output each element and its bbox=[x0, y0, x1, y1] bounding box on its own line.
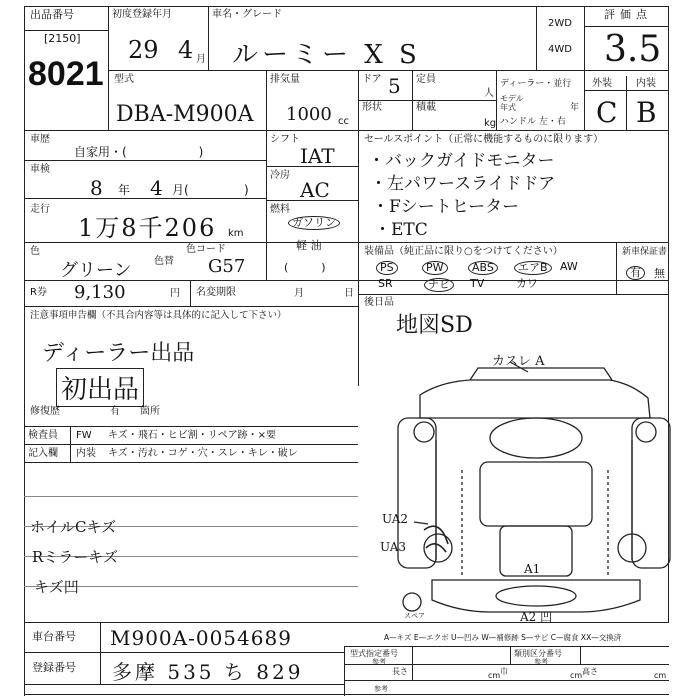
chassis-value: M900A-0054689 bbox=[110, 626, 292, 650]
color-value: グリーン bbox=[60, 260, 132, 281]
equipment-label: 装備品（純正品に限り○をつけてください） bbox=[364, 246, 563, 257]
mileage-label: 走行 bbox=[30, 204, 50, 215]
model-year-label: モデル年式 bbox=[500, 94, 524, 112]
dealer-label: ディーラー・並行 bbox=[500, 79, 572, 89]
class-num-ref: 参考 bbox=[534, 658, 548, 666]
handwritten-note: ホイルCキズ bbox=[30, 518, 117, 536]
score-label: 評価点 bbox=[604, 8, 652, 21]
year-unit: 年 bbox=[570, 103, 580, 113]
diagram-side-label-1: UA2 bbox=[382, 512, 409, 526]
disp-unit: cc bbox=[338, 116, 349, 127]
name-label: 車名・グレード bbox=[212, 9, 282, 20]
warranty-yes: 有 bbox=[626, 266, 645, 280]
chassis-label: 車台番号 bbox=[32, 630, 76, 643]
inspector-row1-area: FW bbox=[76, 430, 92, 441]
ref-label-bottom: 参考 bbox=[374, 685, 388, 693]
length-unit: cm bbox=[488, 671, 501, 680]
equipment-item: PS bbox=[376, 261, 398, 275]
score-value: 3.5 bbox=[604, 29, 662, 70]
diagram-top-label: カスレ A bbox=[492, 354, 545, 369]
inspector-label-2: 記入欄 bbox=[28, 448, 58, 459]
shape-label: 形状 bbox=[362, 102, 382, 113]
drive-4wd: 4WD bbox=[548, 44, 572, 55]
disp-label: 排気量 bbox=[270, 74, 300, 85]
month-unit: 月 bbox=[196, 54, 206, 65]
history-label: 車歴 bbox=[30, 134, 50, 145]
notes-label: 注意事項申告欄（不具合内容等は具体的に記入して下さい） bbox=[30, 310, 287, 321]
ac-label: 冷房 bbox=[270, 170, 290, 181]
notes-line1: ディーラー出品 bbox=[42, 341, 195, 366]
equipment-item: ABS bbox=[468, 261, 498, 275]
fuel-gasoline: ガソリン bbox=[288, 216, 340, 230]
first-reg-year: 29 bbox=[128, 36, 159, 64]
aftermarket-value: 地図SD bbox=[396, 313, 473, 338]
exterior-label: 外装 bbox=[592, 78, 612, 89]
first-reg-label: 初度登録年月 bbox=[112, 9, 172, 20]
spare-label: スペア bbox=[404, 612, 425, 620]
diagram-bottom-label: A2 凹 bbox=[520, 610, 553, 624]
expiry-day-unit: 日 bbox=[344, 288, 354, 299]
lot-sub: [2150] bbox=[44, 32, 81, 45]
model-spec-label: 型式指定番号 bbox=[350, 649, 398, 658]
width-label: 巾 bbox=[500, 667, 508, 676]
sales-point-item: ・バックガイドモニター bbox=[368, 151, 555, 171]
inspection-label: 車検 bbox=[30, 164, 50, 175]
equipment-item: ナビ bbox=[424, 278, 454, 292]
sales-point-item: ・Fシートヒーター bbox=[372, 197, 520, 217]
equipment-item: PW bbox=[422, 261, 448, 275]
inspection-month-unit: 月( bbox=[172, 183, 189, 197]
sales-points-label: セールスポイント（正常に機能するものに限ります） bbox=[364, 134, 604, 145]
handle-label: ハンドル 左・右 bbox=[500, 117, 566, 127]
shift-value: IAT bbox=[300, 144, 335, 168]
recycle-label: R券 bbox=[30, 287, 47, 298]
diagram-center-label: A1 bbox=[524, 562, 541, 576]
width-unit: cm bbox=[570, 671, 583, 680]
inspector-row2-area: 内装 bbox=[76, 448, 96, 459]
fuel-diesel: 軽 油 bbox=[296, 239, 322, 252]
repair-label: 修復歴 bbox=[30, 406, 60, 417]
model-label: 型式 bbox=[114, 74, 134, 85]
inspection-close: ) bbox=[244, 183, 249, 197]
warranty-no: 無 bbox=[654, 267, 665, 280]
notes-line2: 初出品 bbox=[56, 368, 144, 407]
sales-point-item: ・ETC bbox=[374, 220, 428, 240]
registration-label: 登録番号 bbox=[32, 661, 76, 674]
load-label: 積載 bbox=[416, 102, 436, 113]
model-value: DBA-M900A bbox=[116, 102, 254, 127]
warranty-label: 新車保証書 bbox=[622, 247, 668, 257]
inspector-row2-items: キズ・汚れ・コゲ・穴・スレ・キレ・破レ bbox=[108, 448, 298, 459]
color-code-label: 色コード bbox=[186, 244, 226, 255]
lot-label: 出品番号 bbox=[30, 8, 74, 21]
inspector-row1-items: キズ・飛石・ヒビ割・リペア跡・×要 bbox=[108, 430, 276, 441]
door-label: ドア bbox=[362, 74, 382, 85]
door-value: 5 bbox=[388, 74, 401, 98]
handwritten-note: キズ凹 bbox=[34, 578, 79, 596]
fuel-other: ( ) bbox=[284, 261, 326, 274]
registration-value: 多摩 535 ち 829 bbox=[112, 660, 304, 684]
mileage-unit: km bbox=[228, 228, 244, 239]
aftermarket-label: 後日品 bbox=[364, 297, 394, 308]
color-code-value: G57 bbox=[208, 256, 246, 277]
diagram-side-label-2: UA3 bbox=[380, 540, 407, 554]
drive-2wd: 2WD bbox=[548, 18, 572, 29]
disp-value: 1000 bbox=[286, 104, 332, 125]
repair-count: 箇所 bbox=[140, 406, 160, 417]
first-reg-month: 4 bbox=[178, 36, 194, 64]
equipment-item: TV bbox=[470, 277, 485, 290]
equipment-item: エアB bbox=[514, 261, 552, 275]
history-value: 自家用・( ) bbox=[74, 145, 204, 159]
color-label: 色 bbox=[30, 246, 40, 257]
recycle-value: 9,130 bbox=[74, 282, 126, 303]
handwritten-note: Rミラーキズ bbox=[32, 548, 118, 566]
height-label: 高さ bbox=[582, 667, 598, 676]
inspection-month: 4 bbox=[150, 176, 163, 200]
color-change-label: 色替 bbox=[154, 256, 174, 267]
ac-value: AC bbox=[300, 178, 330, 202]
sales-point-item: ・左パワースライドドア bbox=[370, 174, 556, 194]
name-value: ルーミー X S bbox=[232, 40, 421, 70]
fuel-label: 燃料 bbox=[270, 204, 290, 215]
equipment-item: カワ bbox=[516, 277, 538, 290]
model-spec-ref: 参考 bbox=[372, 658, 386, 666]
repair-value: 有 bbox=[110, 406, 120, 417]
load-unit: kg bbox=[484, 118, 497, 129]
shift-label: シフト bbox=[270, 134, 300, 145]
inspection-year-unit: 年 bbox=[118, 183, 131, 197]
recycle-unit: 円 bbox=[170, 288, 180, 299]
damage-legend: A—キズ E—エクボ U—凹み W—補修跡 S—サビ C—腐食 XX—交換済 bbox=[384, 633, 622, 642]
interior-grade: B bbox=[636, 96, 657, 129]
interior-label: 内装 bbox=[636, 78, 656, 89]
length-label: 長さ bbox=[392, 667, 408, 676]
height-unit: cm bbox=[654, 671, 667, 680]
expiry-month-unit: 月 bbox=[294, 288, 304, 299]
expiry-label: 名変期限 bbox=[196, 287, 236, 298]
inspection-year: 8 bbox=[90, 176, 103, 200]
mileage-value: 1万8千206 bbox=[78, 214, 217, 242]
class-num-label: 類別区分番号 bbox=[514, 649, 562, 658]
cap-unit: 人 bbox=[484, 88, 494, 99]
inspector-label-1: 検査員 bbox=[28, 430, 58, 441]
exterior-grade: C bbox=[596, 96, 618, 129]
equipment-item: AW bbox=[560, 260, 578, 273]
lot-number: 8021 bbox=[28, 55, 104, 93]
cap-label: 定員 bbox=[416, 74, 436, 85]
equipment-item: SR bbox=[378, 277, 393, 290]
